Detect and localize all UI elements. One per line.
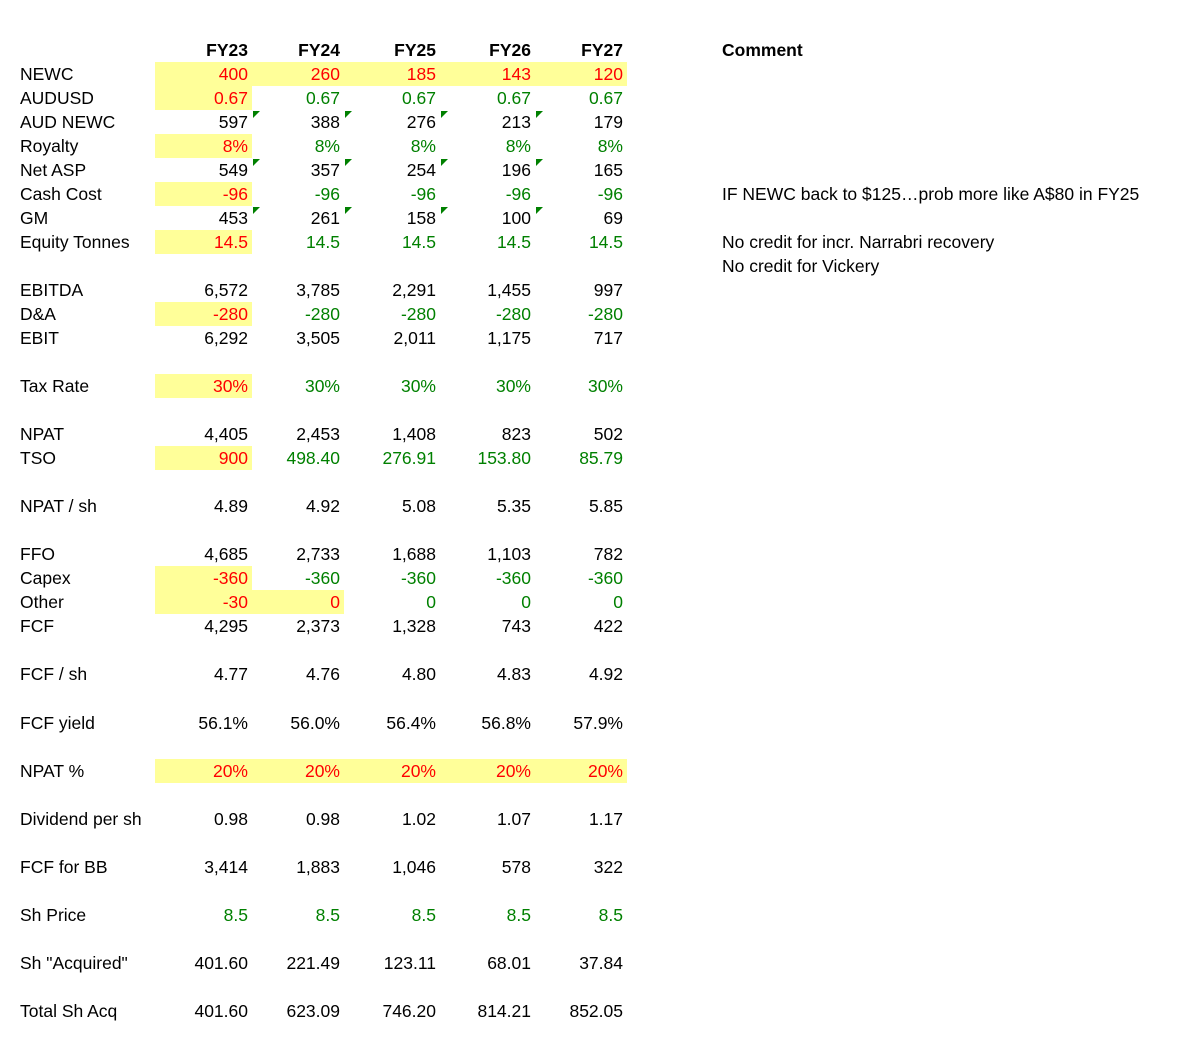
table-cell[interactable]: 8.5 [598, 905, 623, 925]
table-cell[interactable]: -280 [587, 304, 623, 324]
table-cell[interactable]: 4.89 [213, 496, 248, 516]
row-label: NEWC [20, 64, 74, 84]
table-cell[interactable]: -280 [495, 304, 531, 324]
comment-note: IF NEWC back to $125…prob more like A$80 in FY25 [722, 184, 1140, 204]
table-cell[interactable]: 1,175 [487, 328, 531, 348]
table-cell[interactable]: 4.77 [213, 664, 248, 684]
table-cell[interactable]: 261 [310, 208, 340, 228]
table-cell[interactable]: 4.92 [305, 496, 340, 516]
row-label: Net ASP [20, 160, 87, 180]
table-cell[interactable]: 0 [521, 592, 531, 612]
table-cell[interactable]: 746.20 [382, 1001, 436, 1021]
row-label: FCF / sh [20, 664, 88, 684]
table-cell[interactable]: 8.5 [506, 905, 531, 925]
row-label: Capex [20, 568, 71, 588]
table-cell[interactable]: 30% [155, 374, 252, 398]
table-cell[interactable]: -280 [400, 304, 436, 324]
row-label: Cash Cost [20, 184, 102, 204]
table-cell[interactable]: 57.9% [573, 713, 623, 733]
row-label: Dividend per sh [20, 809, 142, 829]
row-label: TSO [20, 448, 56, 468]
table-cell[interactable]: 4,685 [204, 544, 248, 564]
table-cell[interactable]: 85.79 [579, 448, 623, 468]
table-cell[interactable]: 5.85 [588, 496, 623, 516]
table-cell[interactable]: 2,011 [393, 328, 436, 348]
table-cell[interactable]: 401.60 [194, 1001, 248, 1021]
table-cell[interactable]: 0.67 [496, 88, 531, 108]
row-label: FCF for BB [20, 857, 108, 877]
table-cell[interactable]: 8% [505, 136, 531, 156]
row-label: EBIT [20, 328, 59, 348]
table-cell[interactable]: 3,785 [296, 280, 340, 300]
row-label: Other [20, 592, 64, 612]
table-cell[interactable]: 158 [406, 208, 436, 228]
table-cell[interactable]: 56.4% [386, 713, 436, 733]
row-label: Total Sh Acq [20, 1001, 118, 1021]
table-cell[interactable]: 14.5 [496, 232, 531, 252]
table-cell[interactable]: 56.8% [481, 713, 531, 733]
table-cell[interactable]: 782 [593, 544, 623, 564]
table-cell[interactable]: 0 [252, 590, 344, 614]
header-fy24: FY24 [298, 40, 340, 60]
table-cell[interactable]: 717 [593, 328, 623, 348]
table-cell[interactable]: 8% [597, 136, 623, 156]
table-cell[interactable]: 6,292 [204, 328, 248, 348]
table-cell[interactable]: 8.5 [223, 905, 248, 925]
row-label: FFO [20, 544, 55, 564]
table-cell[interactable]: 4,295 [204, 616, 248, 636]
table-cell[interactable]: -360 [495, 568, 531, 588]
table-cell[interactable]: 179 [593, 112, 623, 132]
row-label: Sh "Acquired" [20, 953, 128, 973]
table-cell[interactable]: -30 [155, 590, 252, 614]
row-label: FCF [20, 616, 55, 636]
table-cell[interactable]: 0.67 [401, 88, 436, 108]
table-cell[interactable]: 30% [495, 376, 531, 396]
row-label: Sh Price [20, 905, 87, 925]
table-cell[interactable]: -280 [155, 302, 252, 326]
table-cell[interactable]: 221.49 [286, 953, 340, 973]
table-cell[interactable]: 2,733 [296, 544, 340, 564]
table-cell[interactable]: 578 [501, 857, 531, 877]
table-cell[interactable]: 0.67 [305, 88, 340, 108]
table-cell[interactable]: 6,572 [204, 280, 248, 300]
table-cell[interactable]: 37.84 [579, 953, 623, 973]
table-cell[interactable]: 276 [406, 112, 436, 132]
table-cell[interactable]: 597 [218, 112, 248, 132]
row-label: D&A [20, 304, 56, 324]
row-label: Tax Rate [20, 376, 90, 396]
table-cell[interactable]: 900 [155, 446, 252, 470]
header-fy23: FY23 [206, 40, 248, 60]
row-label: AUD NEWC [20, 112, 116, 132]
table-cell[interactable]: 5.08 [401, 496, 436, 516]
table-cell[interactable]: 5.35 [496, 496, 531, 516]
table-cell[interactable]: -360 [400, 568, 436, 588]
table-cell[interactable]: 422 [593, 616, 623, 636]
table-cell[interactable]: 502 [593, 424, 623, 444]
table-cell[interactable]: 2,373 [296, 616, 340, 636]
table-cell[interactable]: 14.5 [155, 230, 252, 254]
table-cell[interactable]: 276.91 [382, 448, 436, 468]
table-cell[interactable]: -360 [304, 568, 340, 588]
table-cell[interactable]: 14.5 [305, 232, 340, 252]
table-cell[interactable]: 8% [155, 134, 252, 158]
header-fy26: FY26 [489, 40, 531, 60]
row-label: AUDUSD [20, 88, 94, 108]
header-comment: Comment [722, 40, 803, 60]
table-cell[interactable]: 1,103 [487, 544, 531, 564]
table-cell[interactable]: 0.98 [213, 809, 248, 829]
table-cell[interactable]: 4.92 [588, 664, 623, 684]
table-cell[interactable]: 20% [344, 759, 440, 783]
header-fy27: FY27 [581, 40, 623, 60]
row-label: NPAT % [20, 761, 85, 781]
table-cell[interactable]: 123.11 [383, 953, 436, 973]
table-cell[interactable]: 1.02 [401, 809, 436, 829]
row-label: NPAT / sh [20, 496, 97, 516]
table-cell[interactable]: 1,408 [392, 424, 436, 444]
table-cell[interactable]: 1.17 [588, 809, 623, 829]
comment-note: No credit for Vickery [722, 256, 880, 276]
table-cell[interactable]: 20% [155, 759, 252, 783]
table-cell[interactable]: 20% [252, 759, 344, 783]
table-cell[interactable]: 997 [593, 280, 623, 300]
table-cell[interactable]: 852.05 [569, 1001, 623, 1021]
table-cell[interactable]: 30% [400, 376, 436, 396]
table-cell[interactable]: 20% [535, 759, 627, 783]
table-cell[interactable]: 814.21 [477, 1001, 531, 1021]
table-cell[interactable]: 322 [593, 857, 623, 877]
table-cell[interactable]: 56.0% [290, 713, 340, 733]
table-cell[interactable]: 8.5 [315, 905, 340, 925]
table-cell[interactable]: 498.40 [286, 448, 340, 468]
row-label: GM [20, 208, 49, 228]
row-label: Equity Tonnes [20, 232, 130, 252]
table-cell[interactable]: 100 [501, 208, 531, 228]
table-cell[interactable]: 4.80 [401, 664, 436, 684]
table-cell[interactable]: 0 [613, 592, 623, 612]
table-cell[interactable]: 623.09 [286, 1001, 340, 1021]
table-cell[interactable]: 388 [310, 112, 340, 132]
table-cell[interactable]: 260 [252, 62, 344, 86]
table-cell[interactable]: 185 [344, 62, 440, 86]
row-label: FCF yield [20, 713, 95, 733]
table-cell[interactable]: 153.80 [477, 448, 531, 468]
row-label: NPAT [20, 424, 65, 444]
table-cell[interactable]: -96 [597, 184, 623, 204]
table-cell[interactable]: -360 [155, 566, 252, 590]
table-cell[interactable]: 1,455 [487, 280, 531, 300]
table-cell[interactable]: -96 [314, 184, 340, 204]
table-cell[interactable]: 823 [501, 424, 531, 444]
table-cell[interactable]: 8% [314, 136, 340, 156]
table-cell[interactable]: 213 [501, 112, 531, 132]
table-cell[interactable]: 0.67 [588, 88, 623, 108]
table-cell[interactable]: 56.1% [198, 713, 248, 733]
table-cell[interactable]: 4.83 [496, 664, 531, 684]
row-label: Royalty [20, 136, 79, 156]
header-fy25: FY25 [394, 40, 436, 60]
table-cell[interactable]: -360 [587, 568, 623, 588]
row-label: EBITDA [20, 280, 84, 300]
table-cell[interactable]: -96 [410, 184, 436, 204]
table-cell[interactable]: 2,453 [296, 424, 340, 444]
table-cell[interactable]: 743 [501, 616, 531, 636]
table-cell[interactable]: 68.01 [487, 953, 531, 973]
table-cell[interactable]: 401.60 [194, 953, 248, 973]
table-cell[interactable]: 196 [501, 160, 531, 180]
table-cell[interactable]: -96 [505, 184, 531, 204]
table-cell[interactable]: 3,414 [204, 857, 248, 877]
table-cell[interactable]: 4,405 [204, 424, 248, 444]
comment-note: No credit for incr. Narrabri recovery [722, 232, 995, 252]
table-cell[interactable]: 143 [440, 62, 535, 86]
table-cell[interactable]: 0.98 [305, 809, 340, 829]
table-cell[interactable]: 549 [218, 160, 248, 180]
table-cell[interactable]: 0 [426, 592, 436, 612]
table-cell[interactable]: 400 [155, 62, 252, 86]
table-cell[interactable]: 4.76 [305, 664, 340, 684]
table-cell[interactable]: 254 [406, 160, 436, 180]
table-cell[interactable]: 1,328 [392, 616, 436, 636]
table-cell[interactable]: 165 [593, 160, 623, 180]
table-cell[interactable]: 69 [603, 208, 623, 228]
table-cell[interactable]: 120 [535, 62, 627, 86]
table-cell[interactable]: 1.07 [496, 809, 531, 829]
table-cell[interactable]: -96 [155, 182, 252, 206]
table-cell[interactable]: 1,883 [296, 857, 340, 877]
table-cell[interactable]: 20% [440, 759, 535, 783]
table-cell[interactable]: 2,291 [392, 280, 436, 300]
table-cell[interactable]: 1,046 [392, 857, 436, 877]
table-cell[interactable]: 30% [587, 376, 623, 396]
table-cell[interactable]: 14.5 [401, 232, 436, 252]
table-cell[interactable]: 8.5 [411, 905, 436, 925]
table-cell[interactable]: -280 [304, 304, 340, 324]
table-cell[interactable]: 357 [310, 160, 340, 180]
table-cell[interactable]: 0.67 [155, 86, 252, 110]
table-cell[interactable]: 14.5 [588, 232, 623, 252]
table-cell[interactable]: 30% [304, 376, 340, 396]
table-cell[interactable]: 1,688 [392, 544, 436, 564]
table-cell[interactable]: 3,505 [296, 328, 340, 348]
table-cell[interactable]: 453 [218, 208, 248, 228]
table-cell[interactable]: 8% [410, 136, 436, 156]
